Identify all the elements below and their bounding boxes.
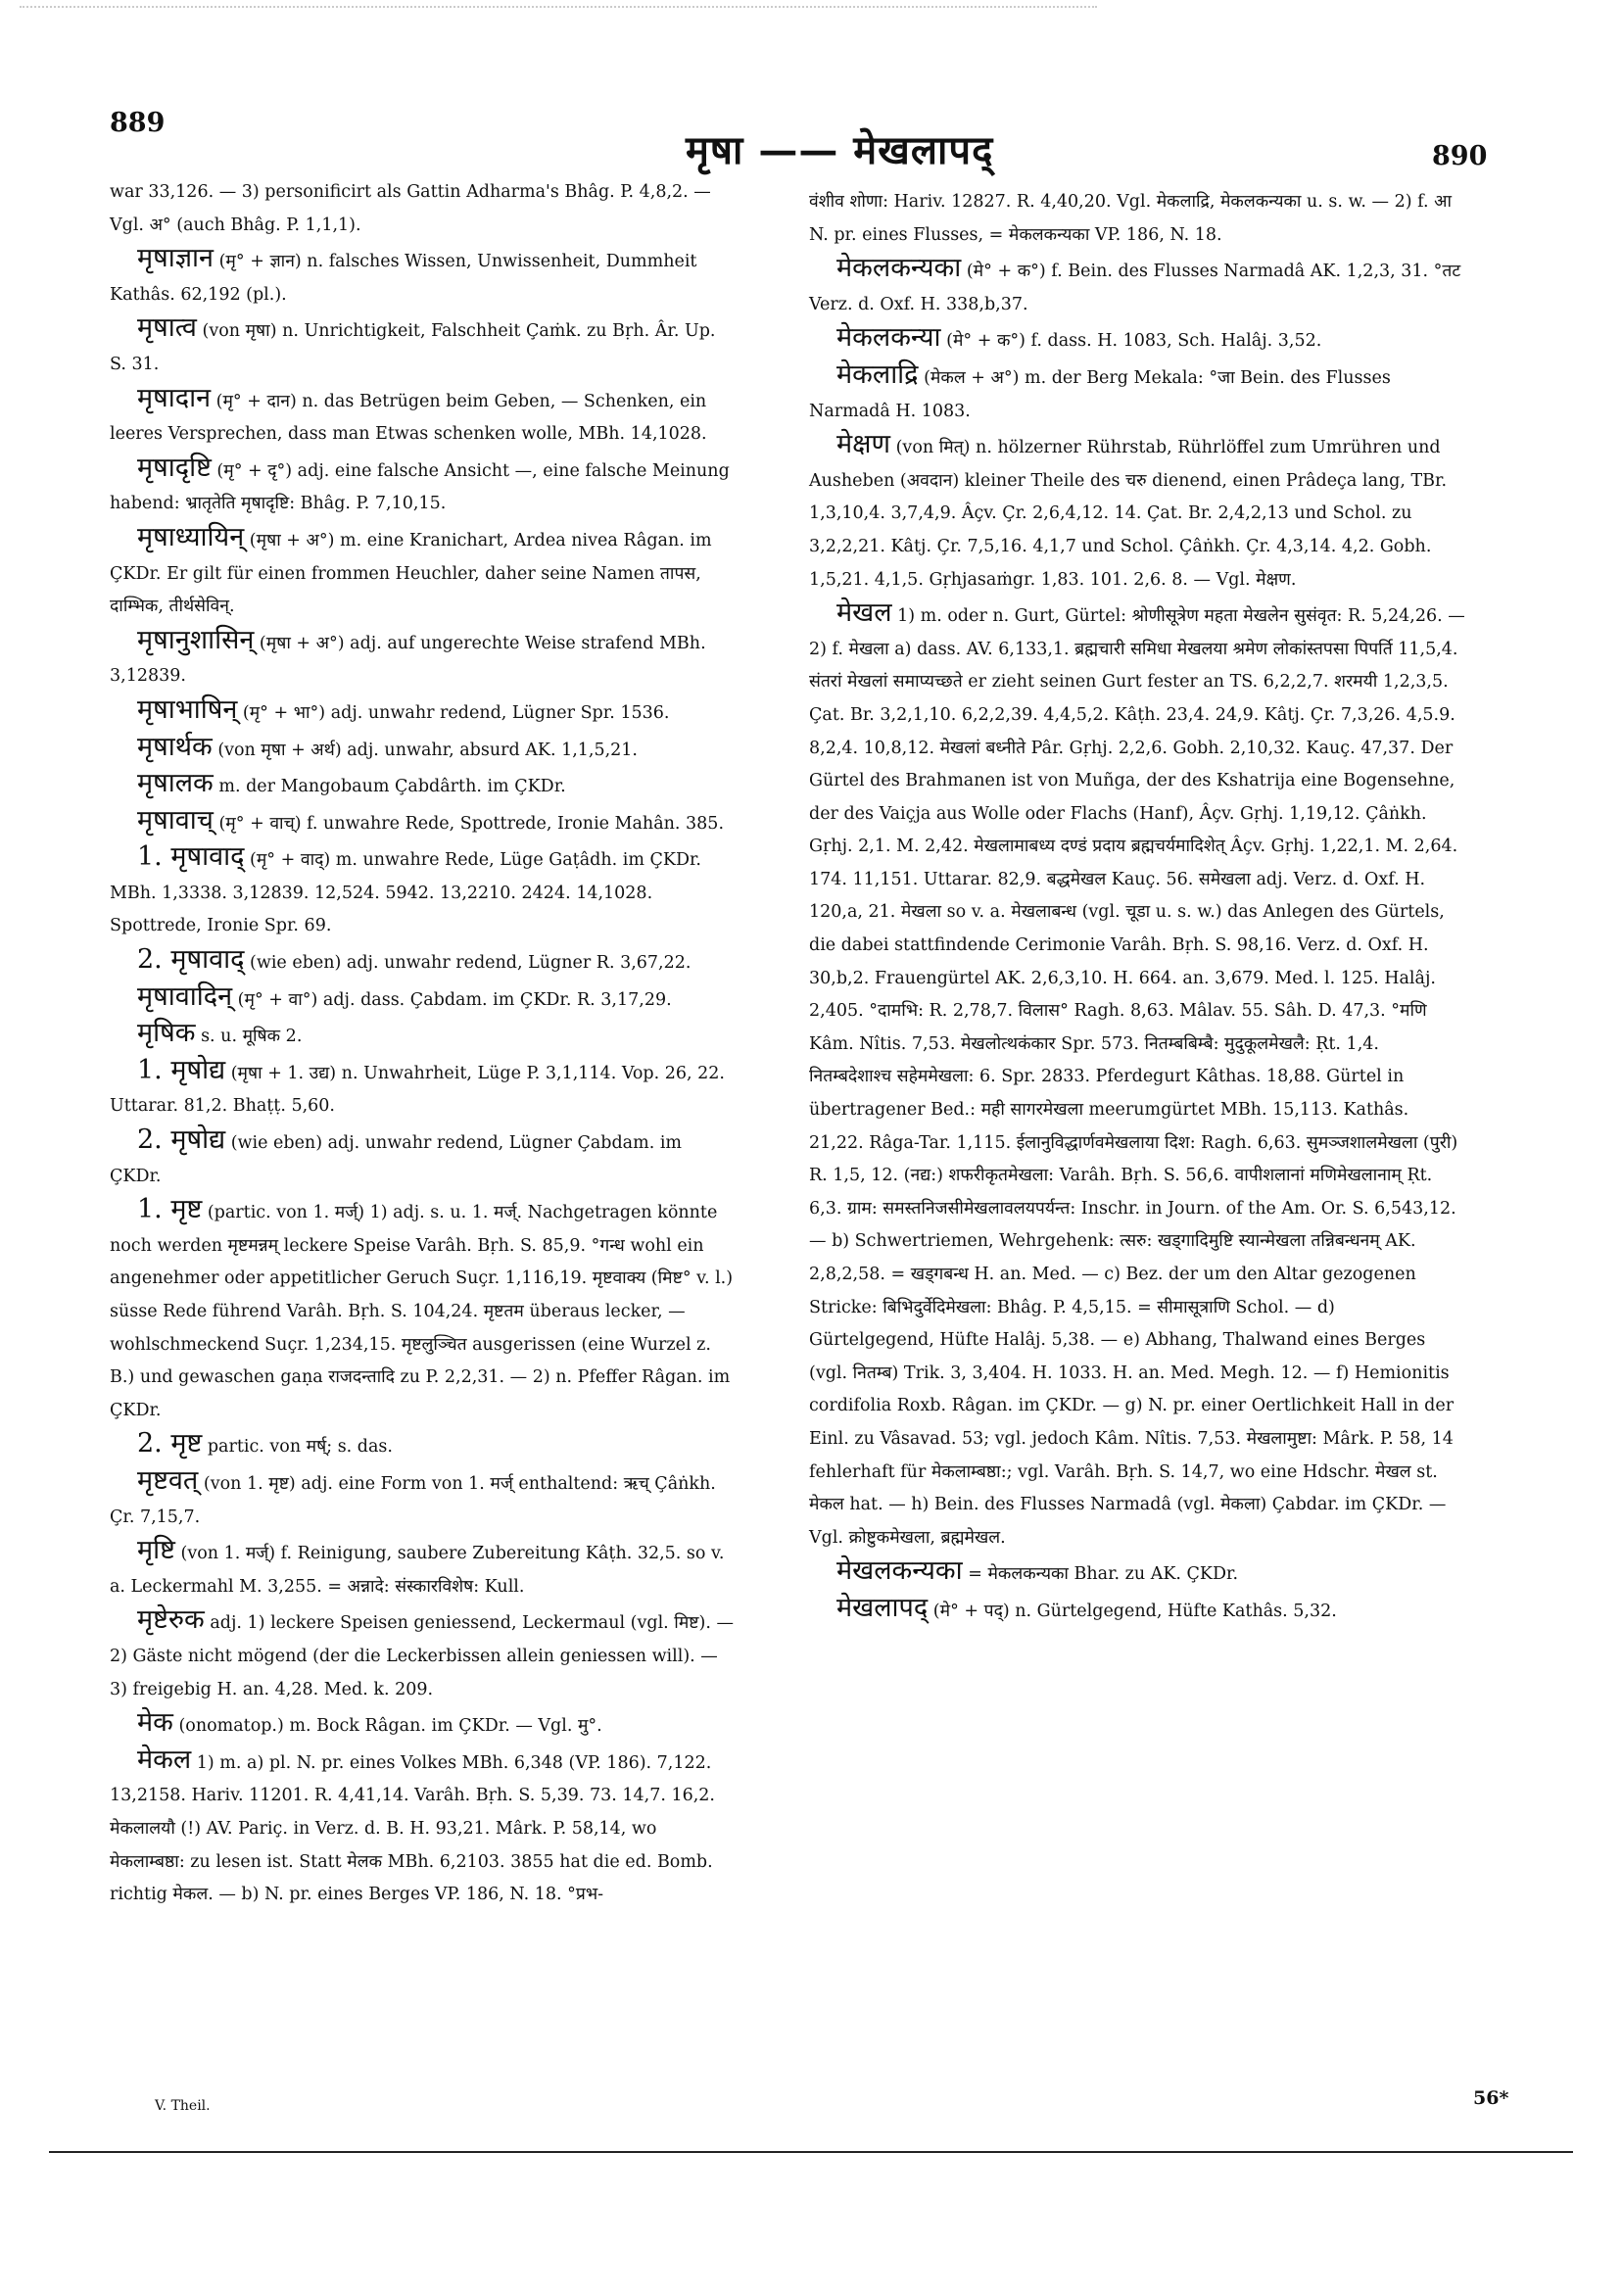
entry-text: वंशीव शोणा: Hariv. 12827. R. 4,40,20. Vgl. मेकलाद्रि, मेकलकन्यका u. s. w. — 2) f. आ N. pr. eines Flusses, = मेकलकन्यका VP. 186, N. 18.	[809, 192, 1452, 245]
dictionary-entry	[110, 1534, 737, 1603]
entry-lemma: मृष्टेरुक	[137, 1604, 205, 1636]
dictionary-entry	[110, 452, 737, 521]
entry-lemma: मृषावादिन्	[137, 981, 233, 1012]
entry-lemma: मृषिक	[137, 1018, 196, 1049]
entry-text: (partic. von 1. मर्ज्) 1) adj. s. u. 1. मर्ज्. Nachgetragen könnte noch werden मृष्टमन्नम् leckere Speise Varâh. Bṛh. S. 85,9. °गन्ध wohl ein angenehmer oder appetitlicher Geruch Suçr. 1,116,19. मृष्टवाक्य (मिष्ट° v. l.) süsse Rede führend Varâh. Bṛh. S. 104,24. मृष्टतम überaus lecker, — wohlschmeckend Suçr. 1,234,15. मृष्टलुञ्चित ausgerissen (eine Wurzel z. B.) und gewaschen gaṇa राजदन्तादि zu P. 2,2,31. — 2) n. Pfeffer Râgan. im ÇKDr.	[110, 1203, 734, 1420]
entry-lemma: मृष्टवत्	[137, 1464, 199, 1496]
volume-label: V. Theil.	[155, 2098, 211, 2114]
printer-signature: 56*	[1473, 2087, 1509, 2109]
entry-text: (मे° + क°) f. dass. H. 1083, Sch. Halâj. 3,52.	[946, 331, 1322, 352]
entry-lemma: मृषालक	[137, 768, 214, 799]
entry-lemma: 2. मृषावाद्	[137, 944, 245, 976]
dictionary-entry	[110, 1603, 737, 1706]
dictionary-entry	[110, 943, 737, 981]
entry-text: (मे° + पद्) n. Gürtelgegend, Hüfte Kathâs. 5,32.	[932, 1601, 1337, 1621]
entry-text: (von मृषा + अर्थ) adj. unwahr, absurd AK. 1,1,5,21.	[217, 740, 638, 760]
dictionary-entry	[809, 321, 1465, 359]
dictionary-entry	[110, 242, 737, 311]
left-page-number: 889	[110, 108, 166, 138]
entry-text: (मृ° + दान) n. das Betrügen beim Geben, — Schenken, ein leeres Versprechen, dass man Etwas schenken wolle, MBh. 14,1028.	[110, 391, 707, 445]
dictionary-entry	[110, 521, 737, 624]
dictionary-entry	[809, 1555, 1465, 1592]
dictionary-entry	[809, 597, 1465, 1555]
dictionary-entry	[110, 1017, 737, 1054]
entry-text: (von 1. मृष्ट) adj. eine Form von 1. मर्ज् enthaltend: ऋच् Çâṅkh. Çr. 7,15,7.	[110, 1473, 716, 1527]
right-page-number: 890	[1432, 141, 1488, 171]
entry-lemma: मृषादान	[137, 382, 212, 413]
dictionary-entry	[110, 176, 737, 242]
entry-lemma: मृषावाच्	[137, 804, 214, 836]
entry-lemma: मृषात्व	[137, 312, 197, 344]
dictionary-entry	[110, 1124, 737, 1193]
right-column	[809, 186, 1465, 1629]
dictionary-entry	[110, 694, 737, 731]
entry-lemma: मृष्टि	[137, 1535, 175, 1566]
entry-lemma: 2. मृष्ट	[137, 1428, 203, 1459]
entry-lemma: मेकलाद्रि	[836, 359, 919, 390]
entry-text: (मृ° + दृ°) adj. eine falsche Ansicht —, eine falsche Meinung habend: भ्रातृतेति मृषादृष्टि: Bhâg. P. 7,10,15.	[110, 460, 730, 514]
dictionary-entry	[110, 624, 737, 694]
entry-lemma: 1. मृषोद्य	[137, 1054, 226, 1085]
dictionary-entry	[110, 767, 737, 804]
entry-text: = मेकलकन्यका Bhar. zu AK. ÇKDr.	[968, 1564, 1239, 1585]
entry-lemma: मेकलकन्यका	[836, 253, 962, 284]
entry-text: (मृ° + भा°) adj. unwahr redend, Lügner Spr. 1536.	[242, 702, 670, 723]
entry-lemma: मृषानुशासिन्	[137, 624, 255, 655]
dictionary-entry	[809, 186, 1465, 252]
dictionary-entry	[110, 311, 737, 381]
entry-text: m. der Mangobaum Çabdârth. im ÇKDr.	[218, 777, 566, 797]
bottom-rule	[49, 2151, 1573, 2153]
dictionary-entry	[110, 1744, 737, 1912]
dictionary-entry	[110, 1054, 737, 1124]
entry-text: (von मृषा) n. Unrichtigkeit, Falschheit Çaṁk. zu Bṛh. Âr. Up. S. 31.	[110, 321, 716, 374]
entry-lemma: 2. मृषोद्य	[137, 1124, 226, 1156]
entry-text: (von 1. मर्ज्) f. Reinigung, saubere Zubereitung Kâṭh. 32,5. so v. a. Leckermahl M. 3,255. = अन्नादे: संस्कारविशेष: Kull.	[110, 1544, 725, 1597]
entry-lemma: मृषाध्यायिन्	[137, 521, 245, 552]
dictionary-entry	[110, 1193, 737, 1427]
dictionary-entry	[110, 804, 737, 841]
running-header: मृषा —— मेखलापद्	[686, 127, 994, 173]
entry-text: (onomatop.) m. Bock Râgan. im ÇKDr. — Vgl. मु°.	[178, 1716, 602, 1737]
entry-lemma: मेखलापद्	[836, 1592, 929, 1623]
dictionary-entry	[809, 252, 1465, 321]
entry-text: 1) m. a) pl. N. pr. eines Volkes MBh. 6,348 (VP. 186). 7,122. 13,2158. Hariv. 11201. R. 4,41,14. Varâh. Bṛh. S. 5,39. 73. 14,7. 16,2. मेकलालयौ (!) AV. Pariç. in Verz. d. B. H. 93,21. Mârk. P. 58,14, wo मेकलाम्बष्ठा: zu lesen ist. Statt मेलक MBh. 6,2103. 3855 hat die ed. Bomb. richtig मेकल. — b) N. pr. eines Berges VP. 186, N. 18. °प्रभ-	[110, 1752, 715, 1905]
dictionary-entry	[110, 981, 737, 1018]
dictionary-entry	[110, 840, 737, 943]
dictionary-entry	[809, 359, 1465, 428]
dictionary-entry	[110, 382, 737, 452]
entry-lemma: 1. मृष्ट	[137, 1194, 203, 1225]
entry-lemma: मेखलकन्यका	[836, 1555, 963, 1587]
entry-lemma: मृषादृष्टि	[137, 452, 212, 483]
entry-text: (मृ° + वा°) adj. dass. Çabdam. im ÇKDr. R. 3,17,29.	[237, 989, 672, 1010]
dictionary-entry	[809, 428, 1465, 597]
dictionary-entry	[809, 1592, 1465, 1629]
entry-lemma: मेक्षण	[836, 429, 891, 460]
entry-text: (wie eben) adj. unwahr redend, Lügner Çabdam. im ÇKDr.	[110, 1133, 683, 1186]
entry-text: (मे° + क°) f. Bein. des Flusses Narmadâ AK. 1,2,3, 31. °तट Verz. d. Oxf. H. 338,b,37.	[809, 262, 1461, 314]
entry-text: 1) m. oder n. Gurt, Gürtel: श्रोणीसूत्रेण महता मेखलेन सुसंवृत: R. 5,24,26. — 2) f. मेखला a) dass. AV. 6,133,1. ब्रह्मचारी समिधा मेखलया श्रमेण लोकांस्तपसा पिपर्ति 11,5,4. संतरां मेखलां समाप्यच्छते er zieht seinen Gurt fester an TS. 6,2,2,7. शरमयी 1,2,3,5. Çat. Br. 3,2,1,10. 6,2,2,39. 4,4,5,2. Kâṭh. 23,4. 24,9. Kâtj. Çr. 7,3,26. 4,5.9. 8,2,4. 10,8,12. मेखलां बध्नीते Pâr. Gṛhj. 2,2,6. Gobh. 2,10,32. Kauç. 47,37. Der Gürtel des Brahmanen ist von Muñga, der des Kshatrija eine Bogensehne, der des Vaiçja aus Wolle oder Flachs (Hanf), Âçv. Gṛhj. 1,19,12. Çâṅkh. Gṛhj. 2,1. M. 2,42. मेखलामाबध्य दण्डं प्रदाय ब्रह्मचर्यमादिशेत् Âçv. Gṛhj. 1,22,1. M. 2,64. 174. 11,151. Uttarar. 82,9. बद्धमेखल Kauç. 56. समेखला adj. Verz. d. Oxf. H. 120,a, 21. मेखला so v. a. मेखलाबन्ध (vgl. चूडा u. s. w.) das Anlegen des Gürtels, die dabei stattfindende Cerimonie Varâh. Bṛh. S. 98,16. Verz. d. Oxf. H. 30,b,2. Frauengürtel AK. 2,6,3,10. H. 664. an. 3,679. Med. l. 125. Halâj. 2,405. °दामभि: R. 2,78,7. विलास° Ragh. 8,63. Mâlav. 55. Sâh. D. 47,3. °मणि Kâm. Nîtis. 7,53. मेखलोत्थकंकार Spr. 573. नितम्बबिम्बै: मुदुकूलमेखलै: Ṛt. 1,4. नितम्बदेशाश्च सहेममेखला: 6. Spr. 2833. Pferdegurt Kâthas. 18,88. Gürtel in übertragener Bed.: मही सागरमेखला meerumgürtet MBh. 15,113. Kathâs. 21,22. Râga-Tar. 1,115. ईलानुविद्धार्णवमेखलाया दिश: Ragh. 6,63. सुमञ्जशालमेखला (पुरी) R. 1,5, 12. (नद्य:) शफरीकृतमेखला: Varâh. Bṛh. S. 56,6. वापीशलानां मणिमेखलानाम् Ṛt. 6,3. ग्राम: समस्तनिजसीमेखलावलयपर्यन्त: Inschr. in Journ. of the Am. Or. S. 6,543,12. — b) Schwertriemen, Wehrgehenk: त्सरु: खड्गादिमुष्टि स्यान्मेखला तन्निबन्धनम् AK. 2,8,2,58. = खड्गबन्ध H. an. Med. — c) Bez. der um den Altar gezogenen Stricke: बिभिदुर्वेदिमेखला: Bhâg. P. 4,5,15. = सीमासूत्राणि Schol. — d) Gürtelgegend, Hüfte Halâj. 5,38. — e) Abhang, Thalwand eines Berges (vgl. नितम्ब) Trik. 3, 3,404. H. 1033. H. an. Med. Megh. 12. — f) Hemionitis cordifolia Roxb. Râgan. im ÇKDr. — g) N. pr. einer Oertlichkeit Hall in der Einl. zu Vâsavad. 53; vgl. jedoch Kâm. Nîtis. 7,53. मेखलामुष्टा: Mârk. P. 58, 14 fehlerhaft für मेकलाम्बष्ठा:; vgl. Varâh. Bṛh. S. 14,7, wo eine Hdschr. मेखल st. मेकल hat. — h) Bein. des Flusses Narmadâ (vgl. मेकला) Çabdar. im ÇKDr. — Vgl. क्रोष्टुकमेखला, ब्रह्ममेखल.	[809, 606, 1465, 1548]
entry-lemma: मृषाभाषिन्	[137, 694, 238, 725]
entry-lemma: मृषार्थक	[137, 731, 213, 762]
entry-lemma: मृषाज्ञान	[137, 243, 215, 274]
dictionary-entry	[110, 1706, 737, 1744]
entry-text: partic. von मर्ष्; s. das.	[207, 1437, 393, 1458]
entry-text: (मृषा + 1. उद्य) n. Unwahrheit, Lüge P. 3,1,114. Vop. 26, 22. Uttarar. 81,2. Bhaṭṭ. 5,60.	[110, 1063, 725, 1117]
left-column	[110, 176, 737, 1912]
dictionary-entry	[110, 731, 737, 768]
entry-lemma: मेकलकन्या	[836, 322, 941, 354]
entry-text: (wie eben) adj. unwahr redend, Lügner R. 3,67,22.	[250, 953, 692, 974]
entry-text: (मृ° + ज्ञान) n. falsches Wissen, Unwissenheit, Dummheit Kathâs. 62,192 (pl.).	[110, 252, 697, 305]
entry-text: (मेकल + अ°) m. der Berg Mekala: °जा Bein. des Flusses Narmadâ H. 1083.	[809, 367, 1391, 421]
scan-edge-line	[20, 6, 1097, 16]
entry-text: war 33,126. — 3) personificirt als Gattin Adharma's Bhâg. P. 4,8,2. — Vgl. अ° (auch Bhâg. P. 1,1,1).	[110, 182, 711, 235]
entry-lemma: मेक	[137, 1707, 173, 1739]
entry-text: (मृ° + वाच्) f. unwahre Rede, Spottrede, Ironie Mahân. 385.	[218, 813, 725, 834]
entry-text: (मृषा + अ°) adj. auf ungerechte Weise strafend MBh. 3,12839.	[110, 633, 706, 687]
entry-lemma: मेखल	[836, 598, 892, 629]
dictionary-entry	[110, 1464, 737, 1534]
entry-text: (मृषा + अ°) m. eine Kranichart, Ardea nivea Râgan. im ÇKDr. Er gilt für einen frommen Heuchler, daher seine Namen तापस, दाम्भिक, तीर्थसेविन्.	[110, 530, 712, 617]
entry-text: adj. 1) leckere Speisen geniessend, Leckermaul (vgl. मिष्ट). — 2) Gäste nicht mögend (der die Leckerbissen allein geniessen will). — 3) freigebig H. an. 4,28. Med. k. 209.	[110, 1613, 734, 1699]
entry-text: (मृ° + वाद्) m. unwahre Rede, Lüge Gaṭâdh. im ÇKDr. MBh. 1,3338. 3,12839. 12,524. 5942. 13,2210. 2424. 14,1028. Spottrede, Ironie Spr. 69.	[110, 850, 701, 936]
entry-lemma: 1. मृषावाद्	[137, 841, 245, 873]
dictionary-entry	[110, 1427, 737, 1464]
entry-text: (von मित्) n. hölzerner Rührstab, Rührlöffel zum Umrühren und Ausheben (अवदान) kleiner Theile des चरु dienend, einen Prâdeça lang, TBr. 1,3,10,4. 3,7,4,9. Âçv. Çr. 2,6,4,12. 14. Çat. Br. 2,4,2,13 und Schol. zu 3,2,2,21. Kâtj. Çr. 7,5,16. 4,1,7 und Schol. Çâṅkh. Çr. 4,3,14. 4,2. Gobh. 1,5,21. 4,1,5. Gṛhjasaṁgr. 1,83. 101. 2,6. 8. — Vgl. मेक्षण.	[809, 438, 1448, 590]
entry-lemma: मेकल	[137, 1744, 192, 1775]
entry-text: s. u. मूषिक 2.	[201, 1027, 303, 1047]
